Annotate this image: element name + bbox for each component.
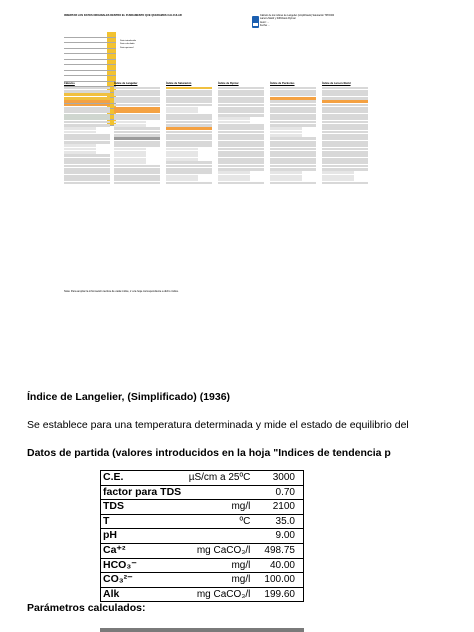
sheet-cell-line: [218, 114, 264, 117]
document-title: Índice de Langelier, (Simplificado) (1936): [27, 391, 231, 403]
sheet-cell-line: [270, 161, 316, 164]
sheet-cell-line: [218, 175, 250, 178]
sheet-cell-line: [218, 134, 264, 137]
sheet-cell-line: [322, 110, 368, 113]
sheet-cell-line: [270, 154, 316, 157]
sheet-cell-line: [270, 100, 316, 103]
sheet-cell-line: [64, 158, 110, 161]
sheet-input-cell: [107, 54, 116, 59]
sheet-cell-line: [166, 110, 198, 113]
sheet-cell-line: [166, 90, 212, 93]
sheet-cell-line: [322, 134, 368, 137]
sheet-info-line: Autor: ...: [260, 20, 270, 24]
sheet-cell-line: [322, 87, 368, 90]
parameter-row: [101, 471, 304, 486]
parameter-unit: mg/l: [183, 500, 252, 515]
sheet-cell-line: [270, 151, 316, 154]
sheet-cell-line: [322, 114, 368, 117]
sheet-cell-line: [322, 144, 368, 147]
sheet-cell-line: [64, 144, 96, 147]
parameter-name: HCO₃⁻: [101, 558, 184, 573]
sheet-cell-line: [114, 104, 160, 107]
sheet-cell-line: [114, 141, 160, 144]
sheet-cell-line: [114, 121, 146, 124]
sheet-cell-line: [166, 127, 212, 130]
sheet-info-line: Larson-Skold y Stiff-Davis Ryznar: [260, 17, 296, 21]
sheet-cell-line: [166, 114, 212, 117]
sheet-column-title: Índice de Puckorius: [270, 82, 295, 85]
sheet-input-cell: [107, 71, 116, 76]
parameter-unit: [183, 485, 252, 500]
sheet-cell-line: [114, 171, 160, 174]
sheet-cell-line: [114, 151, 146, 154]
sheet-cell-line: [114, 148, 146, 151]
sheet-cell-line: [64, 117, 110, 120]
sheet-cell-line: [218, 158, 264, 161]
sheet-cell-line: [270, 165, 316, 168]
sheet-cell-line: [114, 114, 160, 117]
sheet-cell-line: [166, 100, 212, 103]
parameter-unit: mg/l: [183, 558, 252, 573]
sheet-cell-line: [166, 141, 212, 144]
sheet-cell-line: [64, 90, 110, 93]
sheet-cell-line: [114, 134, 160, 137]
sheet-cell-line: [322, 165, 368, 168]
parameter-row: [101, 514, 304, 529]
sheet-column-title: Índice de Saturación: [166, 82, 192, 85]
parameter-name: factor para TDS: [101, 485, 184, 500]
sheet-column-calculos: [64, 82, 110, 242]
parameter-unit: mg CaCO₃/l: [183, 587, 252, 602]
sheet-column-title: Cálculos: [64, 82, 75, 85]
sheet-info: [260, 14, 380, 28]
sheet-cell-line: [114, 154, 146, 157]
sheet-cell-line: [322, 137, 368, 140]
parameter-name: T: [101, 514, 184, 529]
sheet-cell-line: [114, 131, 160, 134]
parameter-row: [101, 500, 304, 515]
sheet-column-larson-skold: [322, 82, 368, 242]
sheet-cell-line: [270, 90, 316, 93]
sheet-cell-line: [114, 117, 160, 120]
sheet-cell-line: [322, 141, 368, 144]
sheet-cell-line: [166, 107, 198, 110]
parameter-value: 9.00: [252, 529, 303, 544]
sheet-cell-line: [64, 165, 110, 168]
parameter-value: 0.70: [252, 485, 303, 500]
sheet-cell-line: [166, 131, 212, 134]
parameters-table: [100, 470, 304, 602]
sheet-cell-line: [114, 178, 160, 181]
parameter-row: [101, 529, 304, 544]
sheet-cell-line: [64, 161, 110, 164]
sheet-input-cell: [107, 76, 116, 81]
sheet-cell-line: [64, 175, 110, 178]
sheet-column-ryznar: [218, 82, 264, 242]
parameter-unit: mg CaCO₃/l: [183, 543, 252, 558]
sheet-input-cell: [107, 65, 116, 70]
parameter-name: Ca⁺²: [101, 543, 184, 558]
sheet-cell-line: [114, 182, 160, 185]
sheet-cell-line: [64, 171, 110, 174]
sheet-cell-line: [114, 87, 160, 90]
sheet-cell-line: [270, 87, 316, 90]
sheet-cell-line: [166, 121, 212, 124]
sheet-cell-line: [270, 171, 302, 174]
sheet-cell-line: [218, 110, 264, 113]
sheet-cell-line: [270, 175, 302, 178]
sheet-cell-line: [218, 124, 264, 127]
sheet-legend-line: Dato calculado: [120, 43, 135, 46]
sheet-cell-line: [218, 137, 264, 140]
sheet-cell-line: [166, 158, 198, 161]
parameter-value: 40.00: [252, 558, 303, 573]
sheet-cell-line: [218, 144, 264, 147]
sheet-cell-line: [322, 90, 368, 93]
sheet-cell-line: [64, 100, 110, 103]
sheet-cell-line: [166, 178, 198, 181]
sheet-cell-line: [218, 87, 264, 90]
sheet-cell-line: [114, 144, 160, 147]
sheet-input-cell: [107, 43, 116, 48]
sheet-column-langelier: [114, 82, 160, 242]
parameter-value: 498.75: [252, 543, 303, 558]
sheet-cell-line: [270, 104, 316, 107]
sheet-cell-line: [270, 93, 316, 96]
sheet-cell-line: [322, 124, 368, 127]
parameter-row: [101, 558, 304, 573]
sheet-cell-line: [270, 144, 316, 147]
sheet-cell-line: [322, 131, 368, 134]
sheet-cell-line: [166, 182, 212, 185]
parameter-value: 100.00: [252, 573, 303, 588]
sheet-cell-line: [322, 182, 368, 185]
sheet-cell-line: [270, 158, 316, 161]
spreadsheet-thumbnail: [60, 12, 380, 293]
sheet-cell-line: [166, 124, 212, 127]
parameter-name: Alk: [101, 587, 184, 602]
sheet-cell-line: [166, 154, 198, 157]
sheet-cell-line: [322, 107, 368, 110]
logo-icon: [252, 16, 259, 28]
sheet-input-cell: [107, 32, 116, 37]
sheet-cell-line: [166, 93, 212, 96]
sheet-cell-line: [166, 151, 198, 154]
sheet-cell-line: [64, 168, 110, 171]
sheet-footer-note: Nota: Para ampliar la información teórica de cada índice, ir a la hoja correspondiente a dicho índice.: [64, 290, 179, 293]
sheet-cell-line: [166, 87, 212, 90]
sheet-cell-line: [64, 104, 110, 107]
parameter-unit: µS/cm a 25ºC: [183, 471, 252, 486]
sheet-cell-line: [64, 182, 110, 185]
sheet-cell-line: [64, 141, 110, 144]
sheet-cell-line: [322, 148, 368, 151]
sheet-cell-line: [114, 175, 160, 178]
sheet-input-cell: [107, 60, 116, 65]
sheet-cell-line: [218, 161, 264, 164]
sheet-cell-line: [166, 134, 212, 137]
sheet-cell-line: [64, 148, 96, 151]
sheet-cell-line: [218, 100, 264, 103]
sheet-cell-line: [218, 151, 264, 154]
sheet-cell-line: [322, 154, 368, 157]
sheet-cell-line: [270, 127, 302, 130]
parameter-name: pH: [101, 529, 184, 544]
parameter-value: 3000: [252, 471, 303, 486]
sheet-cell-line: [166, 104, 212, 107]
sheet-cell-line: [166, 165, 212, 168]
document-subtitle: Datos de partida (valores introducidos en la hoja "Indices de tendencia p: [27, 447, 391, 459]
sheet-cell-line: [322, 117, 368, 120]
sheet-cell-line: [270, 110, 316, 113]
sheet-column-title: Índice de Larson-Skold: [322, 82, 351, 85]
sheet-cell-line: [64, 154, 110, 157]
sheet-info-line: Cálculo de los índices de Langelier (simplificado) Saturación TIPO000: [260, 14, 335, 17]
sheet-cell-line: [218, 127, 264, 130]
sheet-cell-line: [64, 137, 110, 140]
sheet-cell-line: [270, 97, 316, 100]
sheet-cell-line: [322, 97, 368, 100]
sheet-cell-line: [64, 114, 110, 117]
sheet-column-title: Índice de Langelier: [114, 82, 138, 85]
sheet-cell-line: [114, 90, 160, 93]
sheet-cell-line: [270, 107, 316, 110]
sheet-cell-line: [322, 121, 368, 124]
parameter-value: 35.0: [252, 514, 303, 529]
sheet-cell-line: [270, 178, 302, 181]
sheet-cell-line: [64, 93, 110, 96]
parameter-unit: [183, 529, 252, 544]
sheet-cell-line: [114, 168, 160, 171]
sheet-cell-line: [270, 124, 316, 127]
sheet-input-cell: [107, 49, 116, 54]
sheet-cell-line: [114, 100, 160, 103]
sheet-cell-line: [218, 104, 264, 107]
parameter-name: CO₃²⁻: [101, 573, 184, 588]
parameter-value: 199.60: [252, 587, 303, 602]
sheet-info-line: Fecha: ...: [260, 24, 270, 28]
sheet-legend-line: Dato introducido: [120, 40, 136, 42]
sheet-cell-line: [322, 171, 354, 174]
parameter-row: [101, 573, 304, 588]
sheet-cell-line: [166, 171, 212, 174]
sheet-cell-line: [218, 131, 264, 134]
sheet-cell-line: [270, 141, 316, 144]
sheet-cell-line: [270, 148, 316, 151]
sheet-column-title: Índice de Ryznar: [218, 82, 239, 85]
sheet-cell-line: [114, 127, 160, 130]
sheet-cell-line: [322, 178, 354, 181]
sheet-cell-line: [114, 93, 160, 96]
sheet-cell-line: [322, 158, 368, 161]
sheet-cell-line: [64, 124, 110, 127]
parameter-value: 2100: [252, 500, 303, 515]
sheet-cell-line: [218, 93, 264, 96]
sheet-column-saturacion: [166, 82, 212, 242]
sheet-cell-line: [322, 127, 368, 130]
parameter-row: [101, 543, 304, 558]
parameter-name: C.E.: [101, 471, 184, 486]
parameter-name: TDS: [101, 500, 184, 515]
parameter-row: [101, 587, 304, 602]
sheet-cell-line: [166, 161, 212, 164]
sheet-cell-line: [218, 168, 264, 171]
sheet-cell-line: [322, 151, 368, 154]
sheet-cell-line: [218, 117, 250, 120]
sheet-cell-line: [270, 131, 302, 134]
sheet-cell-line: [270, 182, 316, 185]
sheet-legend: [120, 40, 180, 50]
document-intro: Se establece para una temperatura determinada y mide el estado de equilibrio del: [27, 419, 409, 431]
parameter-row: [101, 485, 304, 500]
sheet-cell-line: [166, 137, 212, 140]
sheet-cell-line: [114, 110, 160, 113]
sheet-cell-line: [114, 158, 146, 161]
sheet-cell-line: [166, 97, 212, 100]
sheet-cell-line: [64, 178, 110, 181]
sheet-cell-line: [218, 148, 264, 151]
calculated-table-edge: [100, 628, 304, 632]
sheet-cell-line: [166, 175, 198, 178]
parameter-unit: ºC: [183, 514, 252, 529]
sheet-cell-line: [270, 134, 302, 137]
sheet-cell-line: [64, 110, 110, 113]
sheet-cell-line: [322, 104, 368, 107]
sheet-cell-line: [322, 161, 368, 164]
sheet-cell-line: [218, 90, 264, 93]
sheet-cell-line: [270, 137, 316, 140]
sheet-cell-line: [166, 117, 212, 120]
sheet-cell-line: [218, 171, 250, 174]
sheet-cell-line: [270, 121, 316, 124]
sheet-cell-line: [64, 87, 110, 90]
sheet-column-puckorius: [270, 82, 316, 242]
sheet-cell-line: [166, 144, 212, 147]
sheet-cell-line: [270, 168, 316, 171]
sheet-cell-line: [218, 154, 264, 157]
sheet-cell-line: [270, 114, 316, 117]
sheet-cell-line: [218, 107, 264, 110]
sheet-cell-line: [114, 97, 160, 100]
sheet-cell-line: [166, 168, 212, 171]
sheet-cell-line: [114, 124, 146, 127]
sheet-cell-line: [218, 121, 250, 124]
sheet-cell-line: [322, 93, 368, 96]
sheet-input-cell: [107, 38, 116, 43]
sheet-cell-line: [218, 182, 264, 185]
calculated-parameters-title: Parámetros calculados:: [27, 602, 146, 614]
sheet-cell-line: [166, 148, 198, 151]
sheet-cell-line: [218, 165, 264, 168]
sheet-cell-line: [114, 137, 160, 140]
sheet-cell-line: [64, 107, 110, 110]
sheet-cell-line: [114, 107, 160, 110]
sheet-cell-line: [322, 168, 368, 171]
sheet-cell-line: [270, 117, 316, 120]
sheet-cell-line: [218, 97, 264, 100]
sheet-cell-line: [64, 131, 96, 134]
sheet-header-note: INSERTAR LOS DATOS ORIGINALES DENTRO EL FUNDAMENTO QUE QUERAMOS CALCULAR: [64, 14, 182, 17]
sheet-cell-line: [322, 175, 354, 178]
sheet-cell-line: [64, 97, 110, 100]
sheet-cell-line: [218, 141, 264, 144]
sheet-legend-line: Dato opcional: [120, 46, 134, 49]
parameter-unit: mg/l: [183, 573, 252, 588]
sheet-cell-line: [64, 134, 110, 137]
sheet-cell-line: [218, 178, 250, 181]
sheet-cell-line: [114, 161, 146, 164]
sheet-cell-line: [64, 121, 110, 124]
sheet-cell-line: [114, 165, 160, 168]
sheet-cell-line: [322, 100, 368, 103]
sheet-cell-line: [64, 127, 96, 130]
sheet-cell-line: [64, 151, 96, 154]
